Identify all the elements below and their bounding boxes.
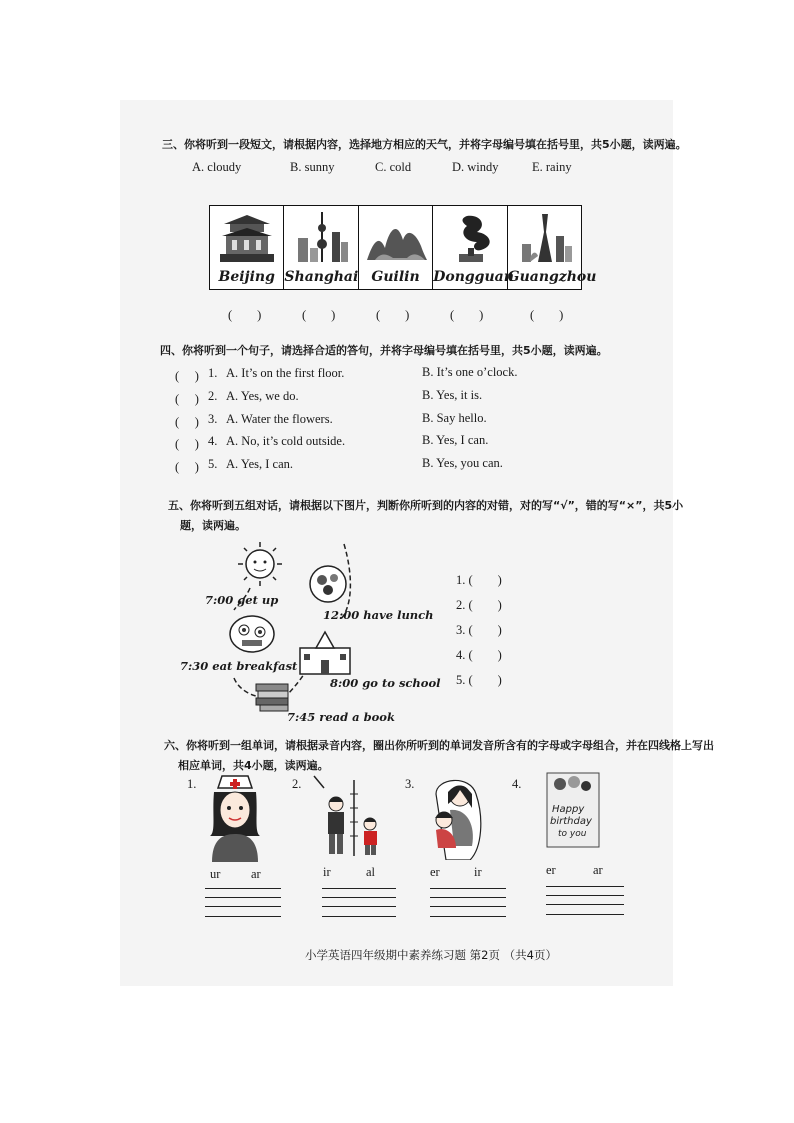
guangzhou-tower-icon bbox=[516, 212, 574, 264]
caption-have-lunch: 12:00 have lunch bbox=[323, 608, 434, 622]
city-shanghai bbox=[284, 206, 358, 289]
option-rainy: E. rainy bbox=[532, 160, 572, 174]
card-text: to you bbox=[558, 829, 587, 839]
choice-letters-left[interactable]: er bbox=[430, 865, 440, 879]
option-windy: D. windy bbox=[452, 160, 499, 174]
caption-go-to-school: 8:00 go to school bbox=[330, 676, 441, 690]
breakfast-plate-icon bbox=[230, 616, 274, 652]
item-number: 3. bbox=[405, 777, 415, 791]
answer-blank-2[interactable]: ( ) bbox=[302, 308, 336, 322]
choice-b: B. It’s one o’clock. bbox=[422, 365, 518, 379]
question-number: 1. bbox=[208, 366, 218, 380]
judge-answer-2[interactable]: 2. ( ) bbox=[456, 598, 502, 612]
caption-read-a-book: 7:45 read a book bbox=[287, 710, 395, 724]
choice-b: B. Yes, I can. bbox=[422, 433, 489, 447]
beijing-tower-icon bbox=[218, 212, 276, 264]
item-number: 1. bbox=[187, 777, 197, 791]
card-text: Happy bbox=[552, 804, 585, 815]
mother-daughter-picture bbox=[426, 774, 488, 860]
choice-a: A. It’s on the first floor. bbox=[226, 366, 345, 380]
city-label: Shanghai bbox=[284, 269, 359, 285]
city-label: Guangzhou bbox=[507, 269, 597, 285]
option-sunny: B. sunny bbox=[290, 160, 335, 174]
choice-a: A. Yes, I can. bbox=[226, 457, 294, 471]
choice-b: B. Yes, it is. bbox=[422, 388, 483, 402]
city-label: Beijing bbox=[218, 269, 275, 285]
answer-paren[interactable]: ( ) bbox=[175, 415, 199, 429]
choice-letters-right[interactable]: ar bbox=[593, 863, 603, 877]
answer-paren[interactable]: ( ) bbox=[175, 392, 199, 406]
section5-heading-cont: 题，读两遍。 bbox=[180, 519, 246, 532]
option-cold: C. cold bbox=[375, 160, 412, 174]
choice-a: A. No, it’s cold outside. bbox=[226, 434, 346, 448]
city-beijing bbox=[210, 206, 284, 289]
question-number: 3. bbox=[208, 412, 218, 426]
guilin-hills-icon bbox=[367, 212, 427, 264]
choice-letters-left[interactable]: ir bbox=[323, 865, 331, 879]
dongguan-sculpture-icon bbox=[441, 212, 499, 264]
city-guilin bbox=[359, 206, 433, 289]
city-label: Dongguan bbox=[433, 269, 514, 285]
answer-blank-4[interactable]: ( ) bbox=[450, 308, 484, 322]
judge-answer-5[interactable]: 5. ( ) bbox=[456, 673, 502, 687]
item-number: 4. bbox=[512, 777, 522, 791]
daily-routine-illustration bbox=[176, 538, 436, 728]
choice-a: A. Yes, we do. bbox=[226, 389, 299, 403]
item-number: 2. bbox=[292, 777, 302, 791]
question-number: 4. bbox=[208, 434, 218, 448]
section6-heading-cont: 相应单词，共4小题，读两遍。 bbox=[178, 759, 329, 772]
school-building-icon bbox=[300, 632, 350, 674]
sun-icon bbox=[238, 542, 282, 586]
choice-letters-right[interactable]: ar bbox=[251, 867, 261, 881]
books-icon bbox=[256, 684, 288, 711]
question-number: 5. bbox=[208, 457, 218, 471]
city-guangzhou bbox=[507, 206, 597, 289]
choice-letters-left[interactable]: er bbox=[546, 863, 556, 877]
answer-blank-5[interactable]: ( ) bbox=[530, 308, 564, 322]
city-label: Guilin bbox=[371, 269, 420, 285]
birthday-card-picture bbox=[546, 772, 600, 848]
choice-b: B. Yes, you can. bbox=[422, 456, 503, 470]
lunch-plate-icon bbox=[310, 566, 346, 602]
judge-answer-4[interactable]: 4. ( ) bbox=[456, 648, 502, 662]
choice-letters-right[interactable]: ir bbox=[474, 865, 482, 879]
tall-short-picture bbox=[312, 774, 392, 858]
question-number: 2. bbox=[208, 389, 218, 403]
answer-paren[interactable]: ( ) bbox=[175, 369, 199, 383]
choice-a: A. Water the flowers. bbox=[226, 412, 333, 426]
choice-letters-right[interactable]: al bbox=[366, 865, 376, 879]
section3-heading: 三、你将听到一段短文，请根据内容，选择地方相应的天气，并将字母编号填在括号里，共5小题，读两遍。 bbox=[162, 138, 687, 151]
section5-heading: 五、你将听到五组对话，请根据以下图片，判断你所听到的内容的对错，对的写“√”，错的写“×”，共5小 bbox=[168, 499, 684, 512]
city-picture-strip bbox=[209, 205, 597, 290]
judge-answer-1[interactable]: 1. ( ) bbox=[456, 573, 502, 587]
card-text: birthday bbox=[550, 816, 592, 827]
choice-b: B. Say hello. bbox=[422, 411, 487, 425]
answer-paren[interactable]: ( ) bbox=[175, 437, 199, 451]
page-footer: 小学英语四年级期中素养练习题 第2页 （共4页） bbox=[305, 948, 557, 962]
choice-letters-left[interactable]: ur bbox=[210, 867, 221, 881]
caption-eat-breakfast: 7:30 eat breakfast bbox=[180, 659, 298, 673]
section4-heading: 四、你将听到一个句子，请选择合适的答句，并将字母编号填在括号里，共5小题，读两遍。 bbox=[160, 344, 608, 357]
answer-blank-3[interactable]: ( ) bbox=[376, 308, 410, 322]
option-cloudy: A. cloudy bbox=[192, 160, 242, 174]
answer-paren[interactable]: ( ) bbox=[175, 460, 199, 474]
nurse-picture bbox=[206, 774, 264, 862]
shanghai-skyline-icon bbox=[292, 212, 350, 264]
answer-blank-1[interactable]: ( ) bbox=[228, 308, 262, 322]
city-dongguan bbox=[433, 206, 514, 289]
section6-heading: 六、你将听到一组单词，请根据录音内容，圈出你所听到的单词发音所含有的字母或字母组合，并在四线格上写出 bbox=[164, 739, 714, 752]
judge-answer-3[interactable]: 3. ( ) bbox=[456, 623, 502, 637]
caption-get-up: 7:00 get up bbox=[205, 593, 279, 607]
